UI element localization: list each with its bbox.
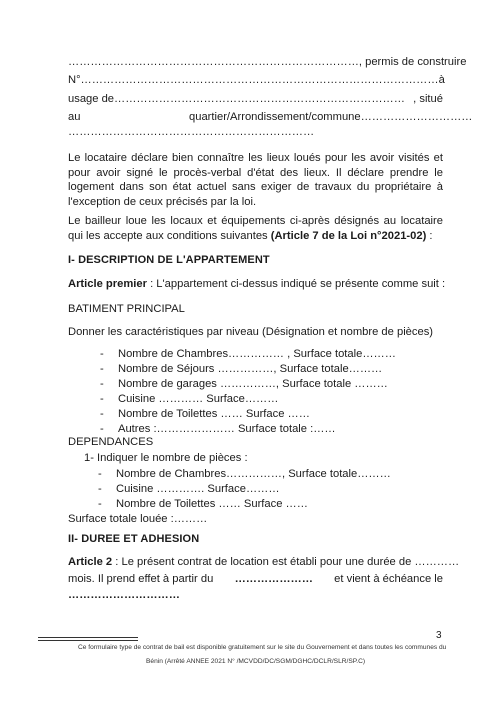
article-2-line-1 bbox=[68, 555, 460, 569]
article-1-text: : L'appartement ci-dessus indiqué se présente comme suit : bbox=[146, 278, 446, 290]
section-2-title: II- DUREE ET ADHESION bbox=[68, 533, 200, 545]
footnote-divider bbox=[38, 640, 138, 641]
property-line-4 bbox=[68, 110, 473, 124]
property-line-5: ………………………………………………………… bbox=[68, 126, 315, 138]
article-1 bbox=[68, 277, 446, 291]
property-line-2 bbox=[68, 73, 443, 87]
lessor-paragraph-end: : bbox=[426, 229, 433, 242]
section-1-title: I- DESCRIPTION DE L'APPARTEMENT bbox=[68, 254, 270, 266]
lessor-paragraph bbox=[68, 214, 443, 243]
property-line-3 bbox=[68, 92, 443, 106]
article-1-label: Article premier bbox=[68, 278, 147, 290]
list-item: - Autres :………………… Surface totale :…… bbox=[100, 423, 336, 435]
tenant-declaration-paragraph: Le locataire déclare bien connaître les lieux loués pour les avoir visités et pour avoir signé le procès-verbal d'état des lieux. Il déclare prendre le logement dans son état actuel sans exiger de travaux du propriétaire à l'exception de ceux précisés par la loi. bbox=[68, 152, 443, 208]
law-reference: (Article 7 de la Loi n°2021-02) bbox=[270, 229, 427, 242]
au-label: au bbox=[68, 111, 81, 123]
article-2-end-text: et vient à échéance le bbox=[334, 573, 443, 585]
property-line-3-end: , situé bbox=[413, 93, 443, 105]
list-item: - Nombre de Chambres……………, Surface totale……… bbox=[98, 468, 391, 480]
dependances-heading: DEPENDANCES bbox=[68, 436, 154, 448]
location-field: quartier/Arrondissement/commune………………………… bbox=[189, 111, 473, 123]
footer-line-2: Bénin (Arrêté ANNEE 2021 N° /MCVDD/DC/SGM/DGHC/DCLR/SLR/SP.C) bbox=[146, 658, 366, 665]
article-2-start-text: mois. Il prend effet à partir du bbox=[68, 573, 214, 585]
list-item: - Nombre de Toilettes …… Surface …… bbox=[100, 408, 310, 420]
article-2-label: Article 2 bbox=[68, 556, 113, 568]
list-item: - Cuisine …………. Surface……… bbox=[98, 483, 280, 495]
page-number: 3 bbox=[436, 630, 442, 641]
total-surface-leased: Surface totale louée :……… bbox=[68, 513, 208, 525]
article-2-line-2 bbox=[68, 572, 443, 586]
list-item: - Nombre de Chambres…………… , Surface totale……… bbox=[100, 348, 396, 360]
characteristics-instruction: Donner les caractéristiques par niveau (Désignation et nombre de pièces) bbox=[68, 326, 434, 338]
property-line-2-end: à bbox=[438, 74, 445, 86]
list-item: - Nombre de garages ……………, Surface totale ……… bbox=[100, 378, 388, 390]
start-date-field: ………………… bbox=[234, 573, 313, 585]
indicate-rooms-instruction: 1- Indiquer le nombre de pièces : bbox=[84, 452, 248, 464]
property-number-field: N°…………………………………………………………………………………… bbox=[68, 74, 439, 86]
batiment-heading: BATIMENT PRINCIPAL bbox=[68, 303, 185, 315]
property-line-1: ……………………………………………………………………, permis de construire bbox=[68, 56, 467, 68]
list-item: - Cuisine ………… Surface……… bbox=[100, 393, 279, 405]
footer-line-1: Ce formulaire type de contrat de bail est disponible gratuitement sur le site du Gouvernement et dans toutes les communes du bbox=[78, 644, 447, 651]
lessor-paragraph-text: Le bailleur loue les locaux et équipements ci-après désignés au locataire qui les accepte aux conditions suivantes bbox=[68, 215, 443, 242]
list-item: - Nombre de Toilettes …… Surface …… bbox=[98, 498, 308, 510]
list-item: - Nombre de Séjours ……………, Surface totale……… bbox=[100, 363, 383, 375]
article-2-text: : Le présent contrat de location est établi pour une durée de ………… bbox=[112, 556, 460, 568]
end-date-field: ………………………… bbox=[68, 589, 180, 601]
footnote-divider bbox=[38, 637, 138, 638]
usage-field: usage de…………………………………………………………………… bbox=[68, 93, 405, 105]
